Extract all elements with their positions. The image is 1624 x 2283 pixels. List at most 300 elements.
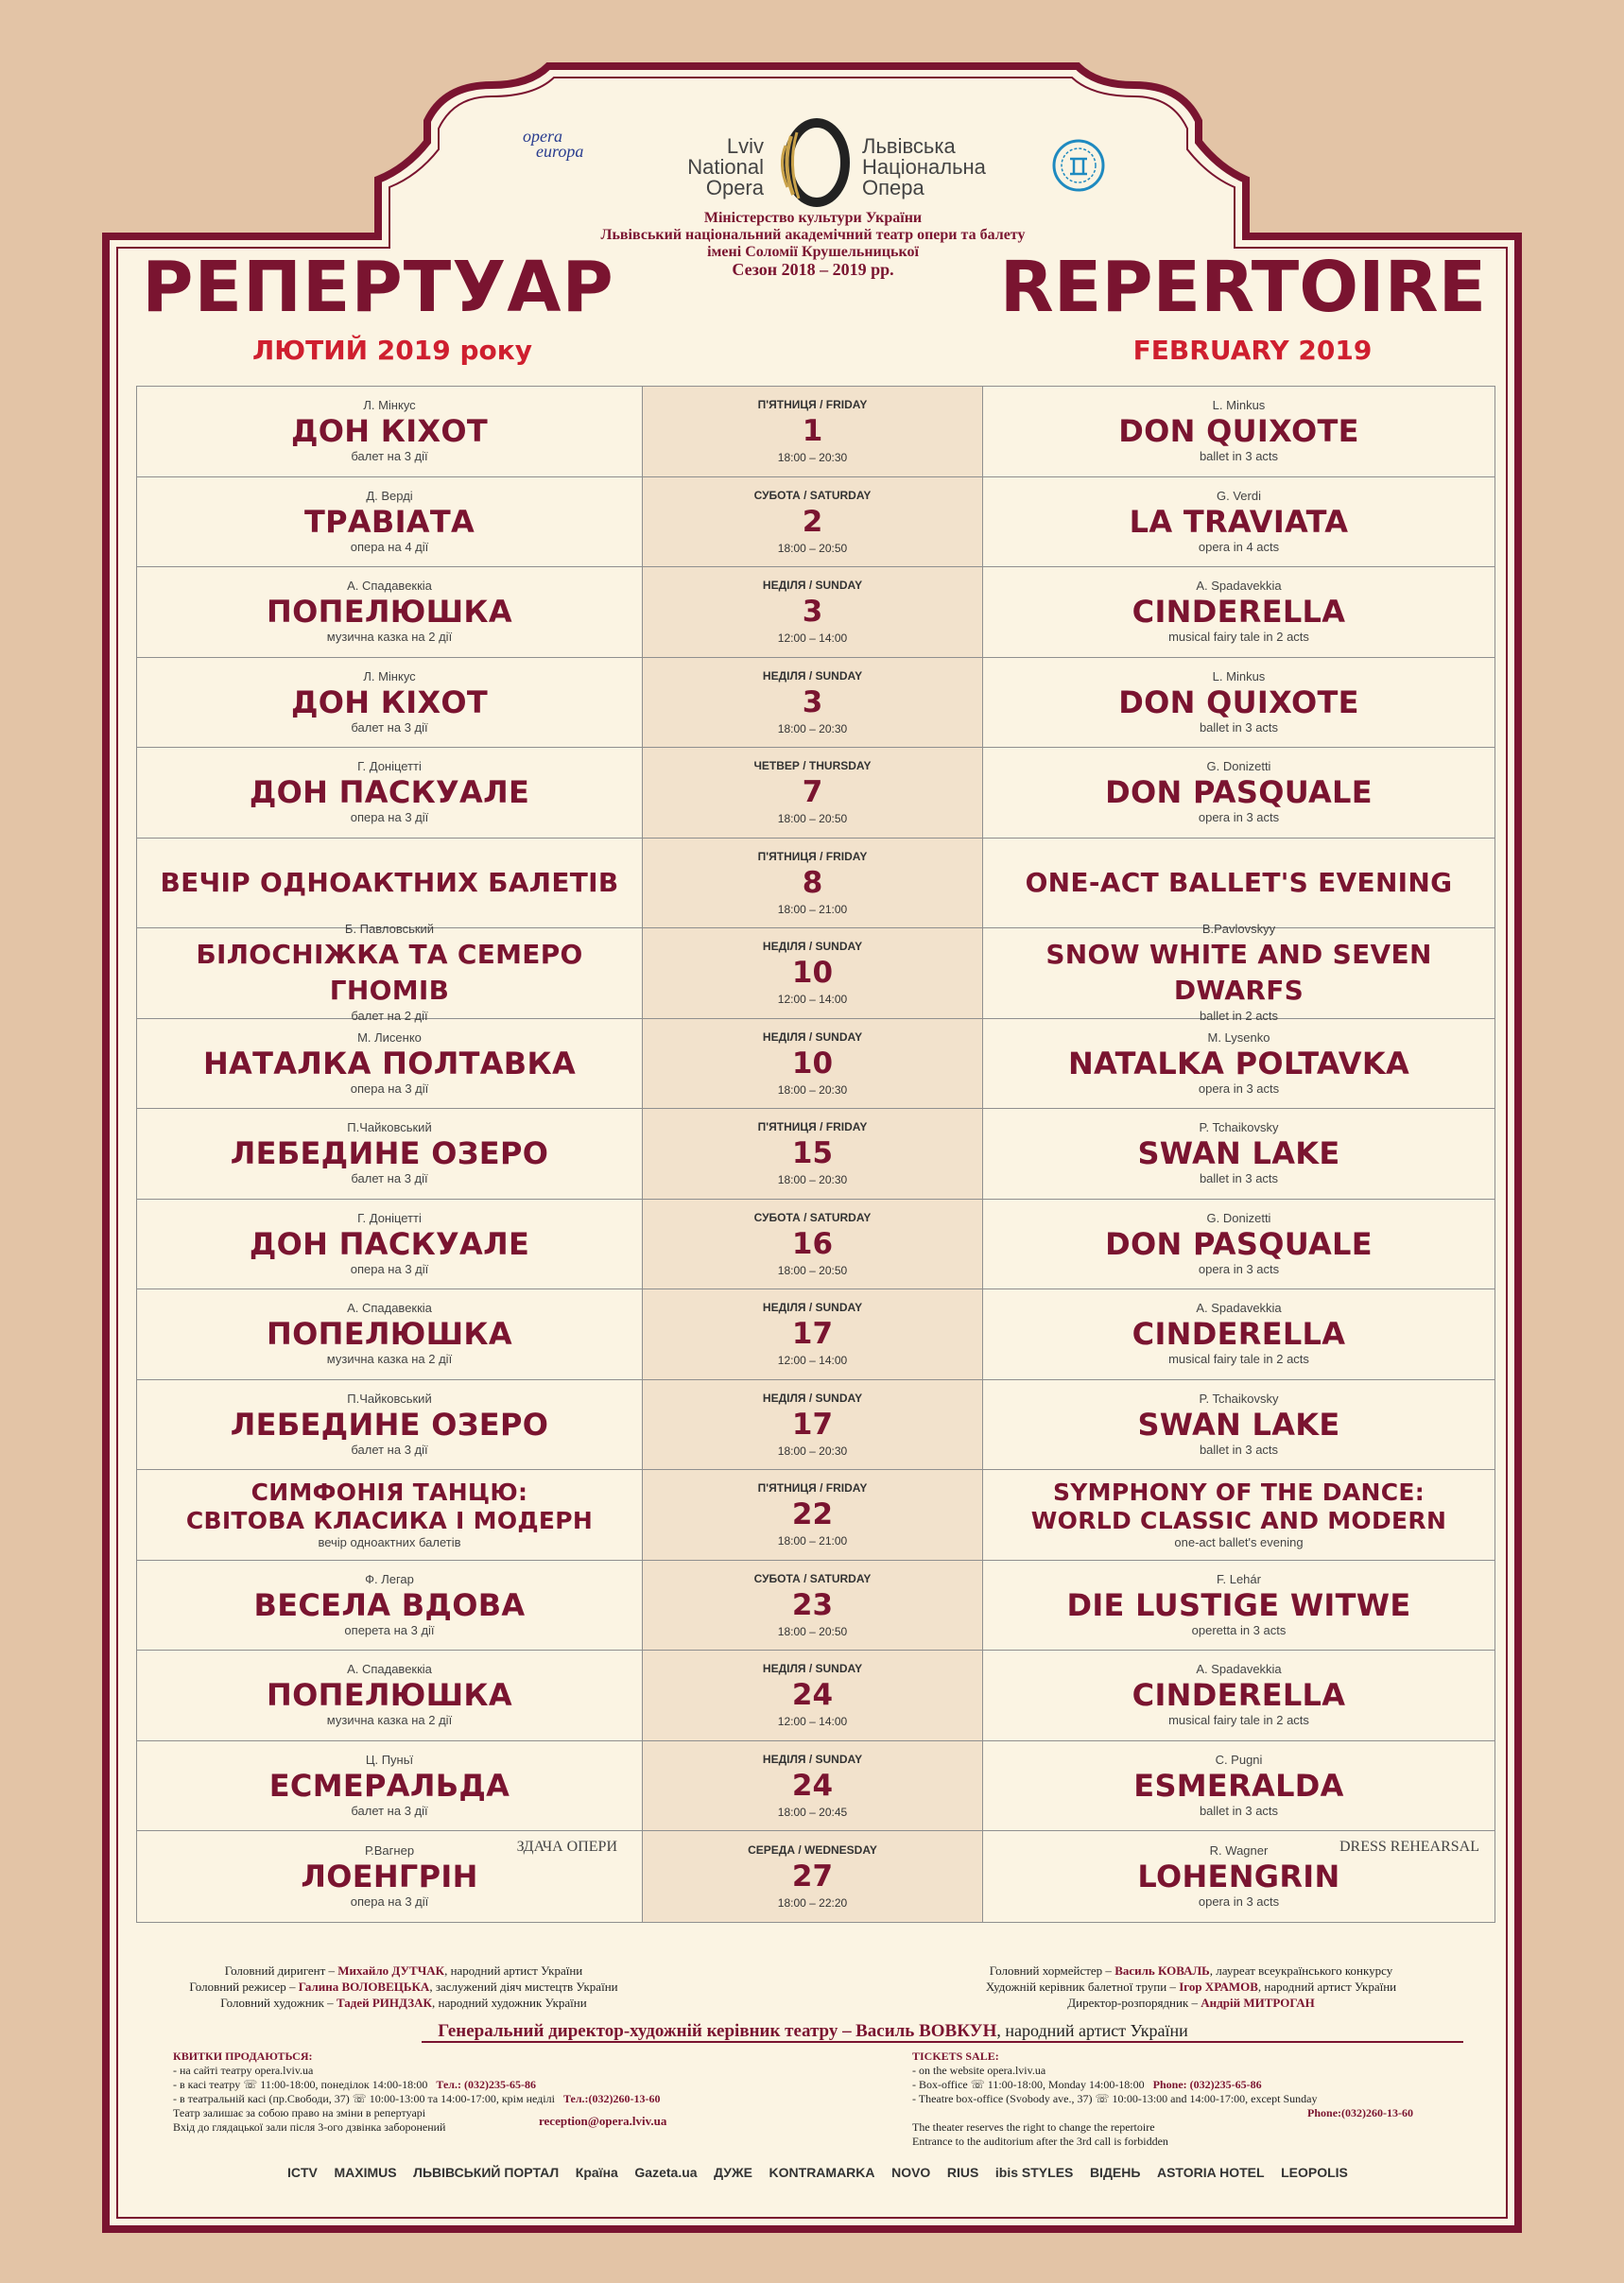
performance-en (983, 1109, 1494, 1199)
season-label: Сезон 2018 – 2019 рр. (732, 260, 894, 279)
weekday: НЕДІЛЯ / SUNDAY (762, 1662, 863, 1676)
opera-emblem-icon (776, 117, 857, 208)
opera-europa-logo (523, 129, 617, 166)
performance-row (137, 1109, 1494, 1200)
composer-en: A. Spadavekkia (1196, 1662, 1282, 1677)
work-title-ua: ЛЕБЕДИНЕ ОЗЕРО (230, 1406, 549, 1443)
day-number: 7 (802, 775, 823, 810)
performance-row (137, 748, 1494, 839)
genre-ua: музична казка на 2 дії (326, 1352, 453, 1367)
genre-en: musical fairy tale in 2 acts (1168, 1713, 1309, 1728)
performance-row (137, 1831, 1494, 1922)
tickets-line: - Box-office ☏ 11:00-18:00, Monday 14:00-18:00 (912, 2078, 1145, 2091)
show-time: 18:00 – 20:45 (777, 1805, 848, 1819)
sponsor-logo: MAXIMUS (334, 2165, 397, 2180)
staff-title: , народний художник України (431, 1996, 587, 2010)
genre-ua: музична казка на 2 дії (326, 1713, 453, 1728)
performance-en (983, 922, 1494, 1024)
performance-row (137, 1741, 1494, 1832)
work-title-en: DON PASQUALE (1105, 1225, 1373, 1262)
performance-ua (137, 839, 643, 928)
day-number: 2 (802, 504, 823, 539)
staff-name: Галина ВОЛОВЕЦЬКА (298, 1980, 430, 1994)
work-title-en: DON QUIXOTE (1118, 683, 1359, 720)
show-time: 12:00 – 14:00 (777, 1354, 848, 1368)
genre-en: musical fairy tale in 2 acts (1168, 630, 1309, 645)
logo-ua-line: Львівська (862, 134, 956, 158)
tickets-website-link[interactable]: - on the website opera.lviv.ua (912, 2064, 1046, 2077)
performance-row (137, 387, 1494, 477)
work-title-en: DON QUIXOTE (1118, 413, 1359, 450)
genre-ua: балет на 3 дії (351, 1442, 428, 1457)
composer-ua: А. Спадавеккіа (347, 1301, 432, 1316)
phone-number: Тел.: (032)235-65-86 (436, 2078, 537, 2091)
genre-ua: балет на 3 дії (351, 1803, 428, 1818)
performance-row (137, 1380, 1494, 1471)
performance-en (983, 839, 1494, 928)
director-role: Генеральний директор-художній керівник театру – (438, 2021, 852, 2041)
genre-en: one-act ballet's evening (1174, 1535, 1304, 1550)
weekday: СУБОТА / SATURDAY (753, 488, 872, 502)
composer-en: G. Verdi (1217, 488, 1261, 503)
work-title-ua: ВЕЧІР ОДНОАКТНИХ БАЛЕТІВ (160, 866, 619, 898)
genre-en: ballet in 3 acts (1199, 719, 1279, 735)
show-time: 18:00 – 20:30 (777, 451, 848, 465)
genre-en: musical fairy tale in 2 acts (1168, 1352, 1309, 1367)
genre-ua: оперета на 3 дії (344, 1622, 435, 1637)
weekday: НЕДІЛЯ / SUNDAY (762, 1029, 863, 1044)
genre-ua: балет на 3 дії (351, 449, 428, 464)
composer-en: P. Tchaikovsky (1199, 1391, 1279, 1406)
staff-line (898, 1995, 1484, 2011)
repertoire-table (136, 386, 1495, 1923)
composer-ua: П.Чайковський (347, 1391, 432, 1406)
tickets-note: Театр залишає за собою право на зміни в репертуарі (173, 2106, 426, 2119)
performance-ua (137, 658, 643, 748)
performance-date (643, 928, 983, 1018)
genre-en: ballet in 2 acts (1199, 1009, 1279, 1024)
composer-ua: Р.Вагнер (364, 1842, 415, 1858)
work-title-en: SNOW WHITE AND SEVEN DWARFS (1045, 939, 1432, 1007)
staff-left (144, 1963, 664, 2011)
composer-en: M. Lysenko (1207, 1029, 1270, 1045)
sponsor-logo: LEOPOLIS (1281, 2165, 1348, 2180)
staff-title: , народний артист України (444, 1963, 583, 1978)
weekday: П'ЯТНИЦЯ / FRIDAY (757, 398, 868, 412)
performance-ua (137, 922, 643, 1024)
work-title-ua: ПОПЕЛЮШКА (267, 1316, 512, 1353)
phone-number: Тел.:(032)260-13-60 (562, 2092, 661, 2105)
performance-date (643, 748, 983, 838)
work-title-en: LA TRAVIATA (1129, 503, 1349, 540)
genre-en: opera in 3 acts (1198, 1081, 1280, 1096)
tickets-heading: КВИТКИ ПРОДАЮТЬСЯ: (173, 2050, 313, 2063)
staff-name: Михайло ДУТЧАК (337, 1963, 445, 1978)
staff-line (144, 1995, 664, 2011)
composer-ua: Ц. Пуньї (365, 1752, 414, 1767)
staff-line (898, 1963, 1484, 1979)
performance-date (643, 477, 983, 567)
sponsor-logo: Країна (575, 2165, 618, 2180)
staff-role: Головний художник – (220, 1996, 334, 2010)
staff-role: Директор-розпорядник – (1067, 1996, 1199, 2010)
sponsor-logo: KONTRAMARKA (769, 2165, 875, 2180)
work-title-ua: СИМФОНІЯ ТАНЦЮ: (251, 1479, 528, 1507)
day-number: 23 (791, 1587, 834, 1622)
staff-title: , народний артист України (1257, 1980, 1397, 1994)
weekday: П'ЯТНИЦЯ / FRIDAY (757, 849, 868, 863)
day-number: 3 (802, 684, 823, 719)
month-ua: ЛЮТИЙ 2019 року (251, 335, 533, 366)
day-number: 17 (791, 1407, 834, 1442)
work-title-ua: ЕСМЕРАЛЬДА (268, 1767, 510, 1804)
show-time: 12:00 – 14:00 (777, 993, 848, 1007)
work-title-ua: ДОН ПАСКУАЛЕ (249, 774, 530, 811)
weekday: НЕДІЛЯ / SUNDAY (762, 1752, 863, 1766)
staff-line (144, 1979, 664, 1995)
weekday: НЕДІЛЯ / SUNDAY (762, 940, 863, 954)
show-time: 18:00 – 20:50 (777, 541, 848, 555)
performance-row (137, 1019, 1494, 1110)
sponsor-logo: ЛЬВІВСЬКИЙ ПОРТАЛ (413, 2165, 560, 2180)
composer-en: G. Donizetti (1206, 759, 1271, 774)
weekday: ЧЕТВЕР / THURSDAY (753, 759, 872, 773)
staff-role: Художній керівник балетної трупи – (985, 1980, 1176, 1994)
performance-en (983, 1380, 1494, 1470)
performance-ua (137, 1561, 643, 1651)
show-time: 18:00 – 22:20 (777, 1895, 848, 1910)
genre-en: opera in 3 acts (1198, 1894, 1280, 1909)
genre-en: opera in 3 acts (1198, 810, 1280, 825)
work-title-ua: НАТАЛКА ПОЛТАВКА (202, 1045, 577, 1081)
staff-title: , заслужений діяч мистецтв України (429, 1980, 618, 1994)
genre-en: ballet in 3 acts (1199, 1803, 1279, 1818)
day-number: 22 (791, 1497, 834, 1532)
sponsor-logo: ДУЖЕ (714, 2165, 752, 2180)
day-number: 15 (791, 1136, 834, 1171)
work-title-en: SYMPHONY OF THE DANCE: (1052, 1479, 1425, 1507)
performance-row (137, 1651, 1494, 1741)
staff-line (898, 1979, 1484, 1995)
staff-right (898, 1963, 1484, 2011)
performance-ua (137, 1470, 643, 1560)
logo-ua-line: Національна (862, 155, 986, 179)
performance-date (643, 1651, 983, 1740)
composer-ua: Л. Мінкус (363, 398, 416, 413)
title-en: REPERTOIRE (999, 247, 1487, 328)
genre-en: ballet in 3 acts (1199, 1442, 1279, 1457)
day-number: 24 (791, 1768, 834, 1803)
show-time: 18:00 – 20:30 (777, 1444, 848, 1458)
genre-ua: музична казка на 2 дії (326, 630, 453, 645)
performance-ua (137, 1741, 643, 1831)
performance-ua (137, 1019, 643, 1109)
day-number: 1 (802, 414, 823, 449)
logo-text-en (650, 136, 764, 199)
composer-en: B.Pavlovskyy (1201, 922, 1276, 937)
work-title-en: SWAN LAKE (1137, 1135, 1340, 1172)
genre-en: ballet in 3 acts (1199, 1171, 1279, 1186)
show-time: 12:00 – 14:00 (777, 1715, 848, 1729)
day-number: 8 (802, 865, 823, 900)
show-time: 18:00 – 20:30 (777, 1173, 848, 1187)
tickets-heading: TICKETS SALE: (912, 2050, 999, 2063)
genre-en: opera in 4 acts (1198, 539, 1280, 554)
day-number: 10 (791, 956, 834, 991)
composer-en: A. Spadavekkia (1196, 579, 1282, 594)
composer-en: A. Spadavekkia (1196, 1301, 1282, 1316)
sponsor-logo: ASTORIA HOTEL (1156, 2165, 1265, 2180)
composer-ua: А. Спадавеккіа (347, 579, 432, 594)
performance-ua (137, 748, 643, 838)
performance-date (643, 1741, 983, 1831)
tickets-note: Вхід до глядацької зали після 3-ого дзвінка заборонений (173, 2120, 446, 2134)
sponsor-logo: ibis STYLES (994, 2165, 1074, 2180)
day-number: 17 (791, 1317, 834, 1352)
genre-ua: опера на 4 дії (350, 539, 429, 554)
work-title-en: SWAN LAKE (1137, 1406, 1340, 1443)
staff-line (144, 1963, 664, 1979)
performance-en (983, 1019, 1494, 1109)
opera-europa-line2: europa (536, 142, 584, 161)
work-title-en: CINDERELLA (1132, 594, 1346, 631)
performance-ua (137, 1109, 643, 1199)
performance-row (137, 1200, 1494, 1290)
show-time: 18:00 – 20:30 (777, 721, 848, 735)
performance-en (983, 1651, 1494, 1740)
performance-date (643, 1380, 983, 1470)
performance-en (983, 1831, 1494, 1922)
day-number: 27 (791, 1859, 834, 1894)
work-title-ua: ВЕСЕЛА ВДОВА (253, 1586, 526, 1623)
weekday: НЕДІЛЯ / SUNDAY (762, 579, 863, 593)
work-title-ua: ЛЕБЕДИНЕ ОЗЕРО (230, 1135, 549, 1172)
composer-en: L. Minkus (1212, 398, 1266, 413)
show-time: 18:00 – 21:00 (777, 1534, 848, 1548)
tickets-line: - в театральній касі (пр.Свободи, 37) ☏ 10:00-13:00 та 14:00-17:00, крім неділі (173, 2092, 555, 2105)
logo-ua-line: Опера (862, 176, 924, 199)
theatre-name-line: Львівський національний академічний театр опери та балету (600, 227, 1026, 243)
composer-ua: А. Спадавеккіа (347, 1662, 432, 1677)
phone-number: Phone: (032)235-65-86 (1152, 2078, 1262, 2091)
performance-row (137, 658, 1494, 749)
work-title-en: DIE LUSTIGE WITWE (1066, 1586, 1411, 1623)
performance-row (137, 922, 1494, 1024)
performance-en (983, 1289, 1494, 1379)
genre-ua: балет на 2 дії (351, 1009, 428, 1024)
show-time: 18:00 – 21:00 (777, 902, 848, 916)
work-title-ua: ЛОЕНГРІН (301, 1858, 478, 1894)
performance-ua (137, 1380, 643, 1470)
weekday: НЕДІЛЯ / SUNDAY (762, 668, 863, 683)
staff-role: Головний хормейстер – (989, 1963, 1112, 1978)
work-title-en: DON PASQUALE (1105, 774, 1373, 811)
performance-date (643, 1019, 983, 1109)
tickets-info-en (912, 2050, 1442, 2149)
performance-ua (137, 1831, 643, 1922)
genre-ua: опера на 3 дії (350, 1261, 429, 1276)
lviv-opera-logo (643, 113, 1002, 208)
weekday: СЕРЕДА / WEDNESDAY (748, 1842, 877, 1857)
weekday: СУБОТА / SATURDAY (753, 1210, 872, 1224)
logo-text-ua (862, 136, 1004, 199)
genre-ua: вечір одноактних балетів (318, 1535, 461, 1550)
performance-ua (137, 1289, 643, 1379)
performance-ua (137, 387, 643, 476)
tickets-line: - в касі театру ☏ 11:00-18:00, понеділок 14:00-18:00 (173, 2078, 428, 2091)
composer-ua: П.Чайковський (347, 1120, 432, 1135)
work-title-ua: БІЛОСНІЖКА ТА СЕМЕРО ГНОМІВ (196, 939, 583, 1007)
staff-name: Василь КОВАЛЬ (1114, 1963, 1210, 1978)
performance-ua (137, 477, 643, 567)
work-title-en: NATALKA POLTAVKA (1067, 1045, 1410, 1081)
sponsor-logo: ВІДЕНЬ (1089, 2165, 1141, 2180)
show-time: 18:00 – 20:50 (777, 1263, 848, 1277)
genre-ua: опера на 3 дії (350, 1894, 429, 1909)
day-number: 10 (791, 1046, 834, 1081)
show-time: 18:00 – 20:50 (777, 812, 848, 826)
composer-en: R. Wagner (1209, 1842, 1269, 1858)
performance-date (643, 1470, 983, 1560)
work-title-en: CINDERELLA (1132, 1677, 1346, 1714)
performance-row (137, 839, 1494, 929)
performance-en (983, 1470, 1494, 1560)
performance-date (643, 839, 983, 928)
performance-ua (137, 1651, 643, 1740)
title-ua: РЕПЕРТУАР (142, 247, 614, 328)
composer-en: G. Donizetti (1206, 1210, 1271, 1225)
performance-row (137, 567, 1494, 658)
genre-ua: балет на 3 дії (351, 719, 428, 735)
performance-en (983, 1741, 1494, 1831)
day-number: 16 (791, 1226, 834, 1261)
work-title-en: ESMERALDA (1133, 1767, 1344, 1804)
unesco-globe-icon (1051, 138, 1106, 193)
show-time: 12:00 – 14:00 (777, 631, 848, 646)
sponsor-logos (284, 2152, 1352, 2193)
opera-europa-line1: opera (523, 127, 562, 146)
performance-date (643, 387, 983, 476)
performance-date (643, 567, 983, 657)
work-title-en: LOHENGRIN (1137, 1858, 1340, 1894)
performance-en (983, 748, 1494, 838)
sponsor-logo: NOVO (891, 2165, 931, 2180)
phone-number: Phone:(032)260-13-60 (1307, 2106, 1413, 2119)
staff-name: Ігор ХРАМОВ (1179, 1980, 1258, 1994)
performance-row (137, 1289, 1494, 1380)
work-title-ua: ДОН КІХОТ (290, 413, 489, 450)
genre-en: operetta in 3 acts (1191, 1622, 1287, 1637)
performance-en (983, 387, 1494, 476)
composer-en: L. Minkus (1212, 668, 1266, 683)
performance-date (643, 1561, 983, 1651)
email-link[interactable]: reception@opera.lviv.ua (539, 2114, 667, 2128)
performance-row (137, 1470, 1494, 1561)
tickets-website-link[interactable]: - на сайті театру opera.lviv.ua (173, 2064, 314, 2077)
day-number: 24 (791, 1678, 834, 1713)
work-title-ua: ПОПЕЛЮШКА (267, 594, 512, 631)
composer-en: F. Lehár (1217, 1571, 1261, 1586)
show-time: 18:00 – 20:50 (777, 1624, 848, 1638)
composer-en: C. Pugni (1215, 1752, 1263, 1767)
director-title: , народний артист України (996, 2021, 1188, 2040)
performance-en (983, 567, 1494, 657)
composer-ua: Г. Доніцетті (357, 1210, 422, 1225)
staff-title: , лауреат всеукраїнського конкурсу (1209, 1963, 1393, 1978)
staff-role: Головний диригент – (224, 1963, 336, 1978)
composer-ua: Д. Верді (366, 488, 413, 503)
tickets-note: Entrance to the auditorium after the 3rd call is forbidden (912, 2135, 1168, 2148)
sponsor-logo: ICTV (287, 2165, 318, 2180)
genre-ua: балет на 3 дії (351, 1171, 428, 1186)
weekday: П'ЯТНИЦЯ / FRIDAY (757, 1120, 868, 1134)
performance-ua (137, 567, 643, 657)
theatre-name-line: імені Соломії Крушельницької (707, 244, 919, 260)
tickets-line: - Theatre box-office (Svobody ave., 37) ☏ 10:00-13:00 and 14:00-17:00, except Sunday (912, 2092, 1318, 2105)
composer-ua: Г. Доніцетті (357, 759, 422, 774)
weekday: НЕДІЛЯ / SUNDAY (762, 1391, 863, 1405)
staff-role: Головний режисер – (189, 1980, 296, 1994)
performance-date (643, 1109, 983, 1199)
performance-en (983, 477, 1494, 567)
performance-en (983, 658, 1494, 748)
performance-en (983, 1200, 1494, 1289)
dress-rehearsal-note-en: DRESS REHEARSAL (1339, 1839, 1479, 1855)
work-title-ua: ДОН ПАСКУАЛЕ (249, 1225, 530, 1262)
staff-name: Тадей РИНДЗАК (336, 1996, 432, 2010)
sponsor-logo: Gazeta.ua (634, 2165, 698, 2180)
director-name: Василь ВОВКУН (855, 2021, 997, 2041)
work-title-en: CINDERELLA (1132, 1316, 1346, 1353)
performance-date (643, 1831, 983, 1922)
ministry-line: Міністерство культури України (703, 210, 923, 226)
work-title-ua: СВІТОВА КЛАСИКА І МОДЕРН (185, 1507, 594, 1535)
composer-en: P. Tchaikovsky (1199, 1120, 1279, 1135)
performance-ua (137, 1200, 643, 1289)
show-time: 18:00 – 20:30 (777, 1082, 848, 1097)
composer-ua: М. Лисенко (357, 1029, 422, 1045)
composer-ua: Л. Мінкус (363, 668, 416, 683)
sponsor-logo: RIUS (946, 2165, 979, 2180)
weekday: СУБОТА / SATURDAY (753, 1571, 872, 1585)
genre-en: opera in 3 acts (1198, 1261, 1280, 1276)
work-title-en: WORLD CLASSIC AND MODERN (1030, 1507, 1447, 1535)
work-title-ua: ТРАВІАТА (303, 503, 475, 540)
work-title-en: ONE-ACT BALLET'S EVENING (1025, 866, 1453, 898)
weekday: П'ЯТНИЦЯ / FRIDAY (757, 1481, 868, 1496)
composer-ua: Ф. Легар (365, 1571, 414, 1586)
performance-en (983, 1561, 1494, 1651)
work-title-ua: ПОПЕЛЮШКА (267, 1677, 512, 1714)
performance-row (137, 477, 1494, 568)
genre-en: ballet in 3 acts (1199, 449, 1279, 464)
genre-ua: опера на 3 дії (350, 810, 429, 825)
staff-name: Андрій МИТРОГАН (1201, 1996, 1315, 2010)
general-director (132, 2021, 1494, 2042)
weekday: НЕДІЛЯ / SUNDAY (762, 1301, 863, 1315)
composer-ua: Б. Павловський (344, 922, 435, 937)
dress-rehearsal-note-ua: ЗДАЧА ОПЕРИ (516, 1839, 617, 1855)
performance-row (137, 1561, 1494, 1652)
day-number: 3 (802, 595, 823, 630)
tickets-note: The theater reserves the right to change the repertoire (912, 2120, 1155, 2134)
performance-date (643, 1289, 983, 1379)
performance-date (643, 658, 983, 748)
month-en: FEBRUARY 2019 (1132, 335, 1373, 366)
work-title-ua: ДОН КІХОТ (290, 683, 489, 720)
logo-en-line: Lviv (726, 134, 764, 158)
genre-ua: опера на 3 дії (350, 1081, 429, 1096)
